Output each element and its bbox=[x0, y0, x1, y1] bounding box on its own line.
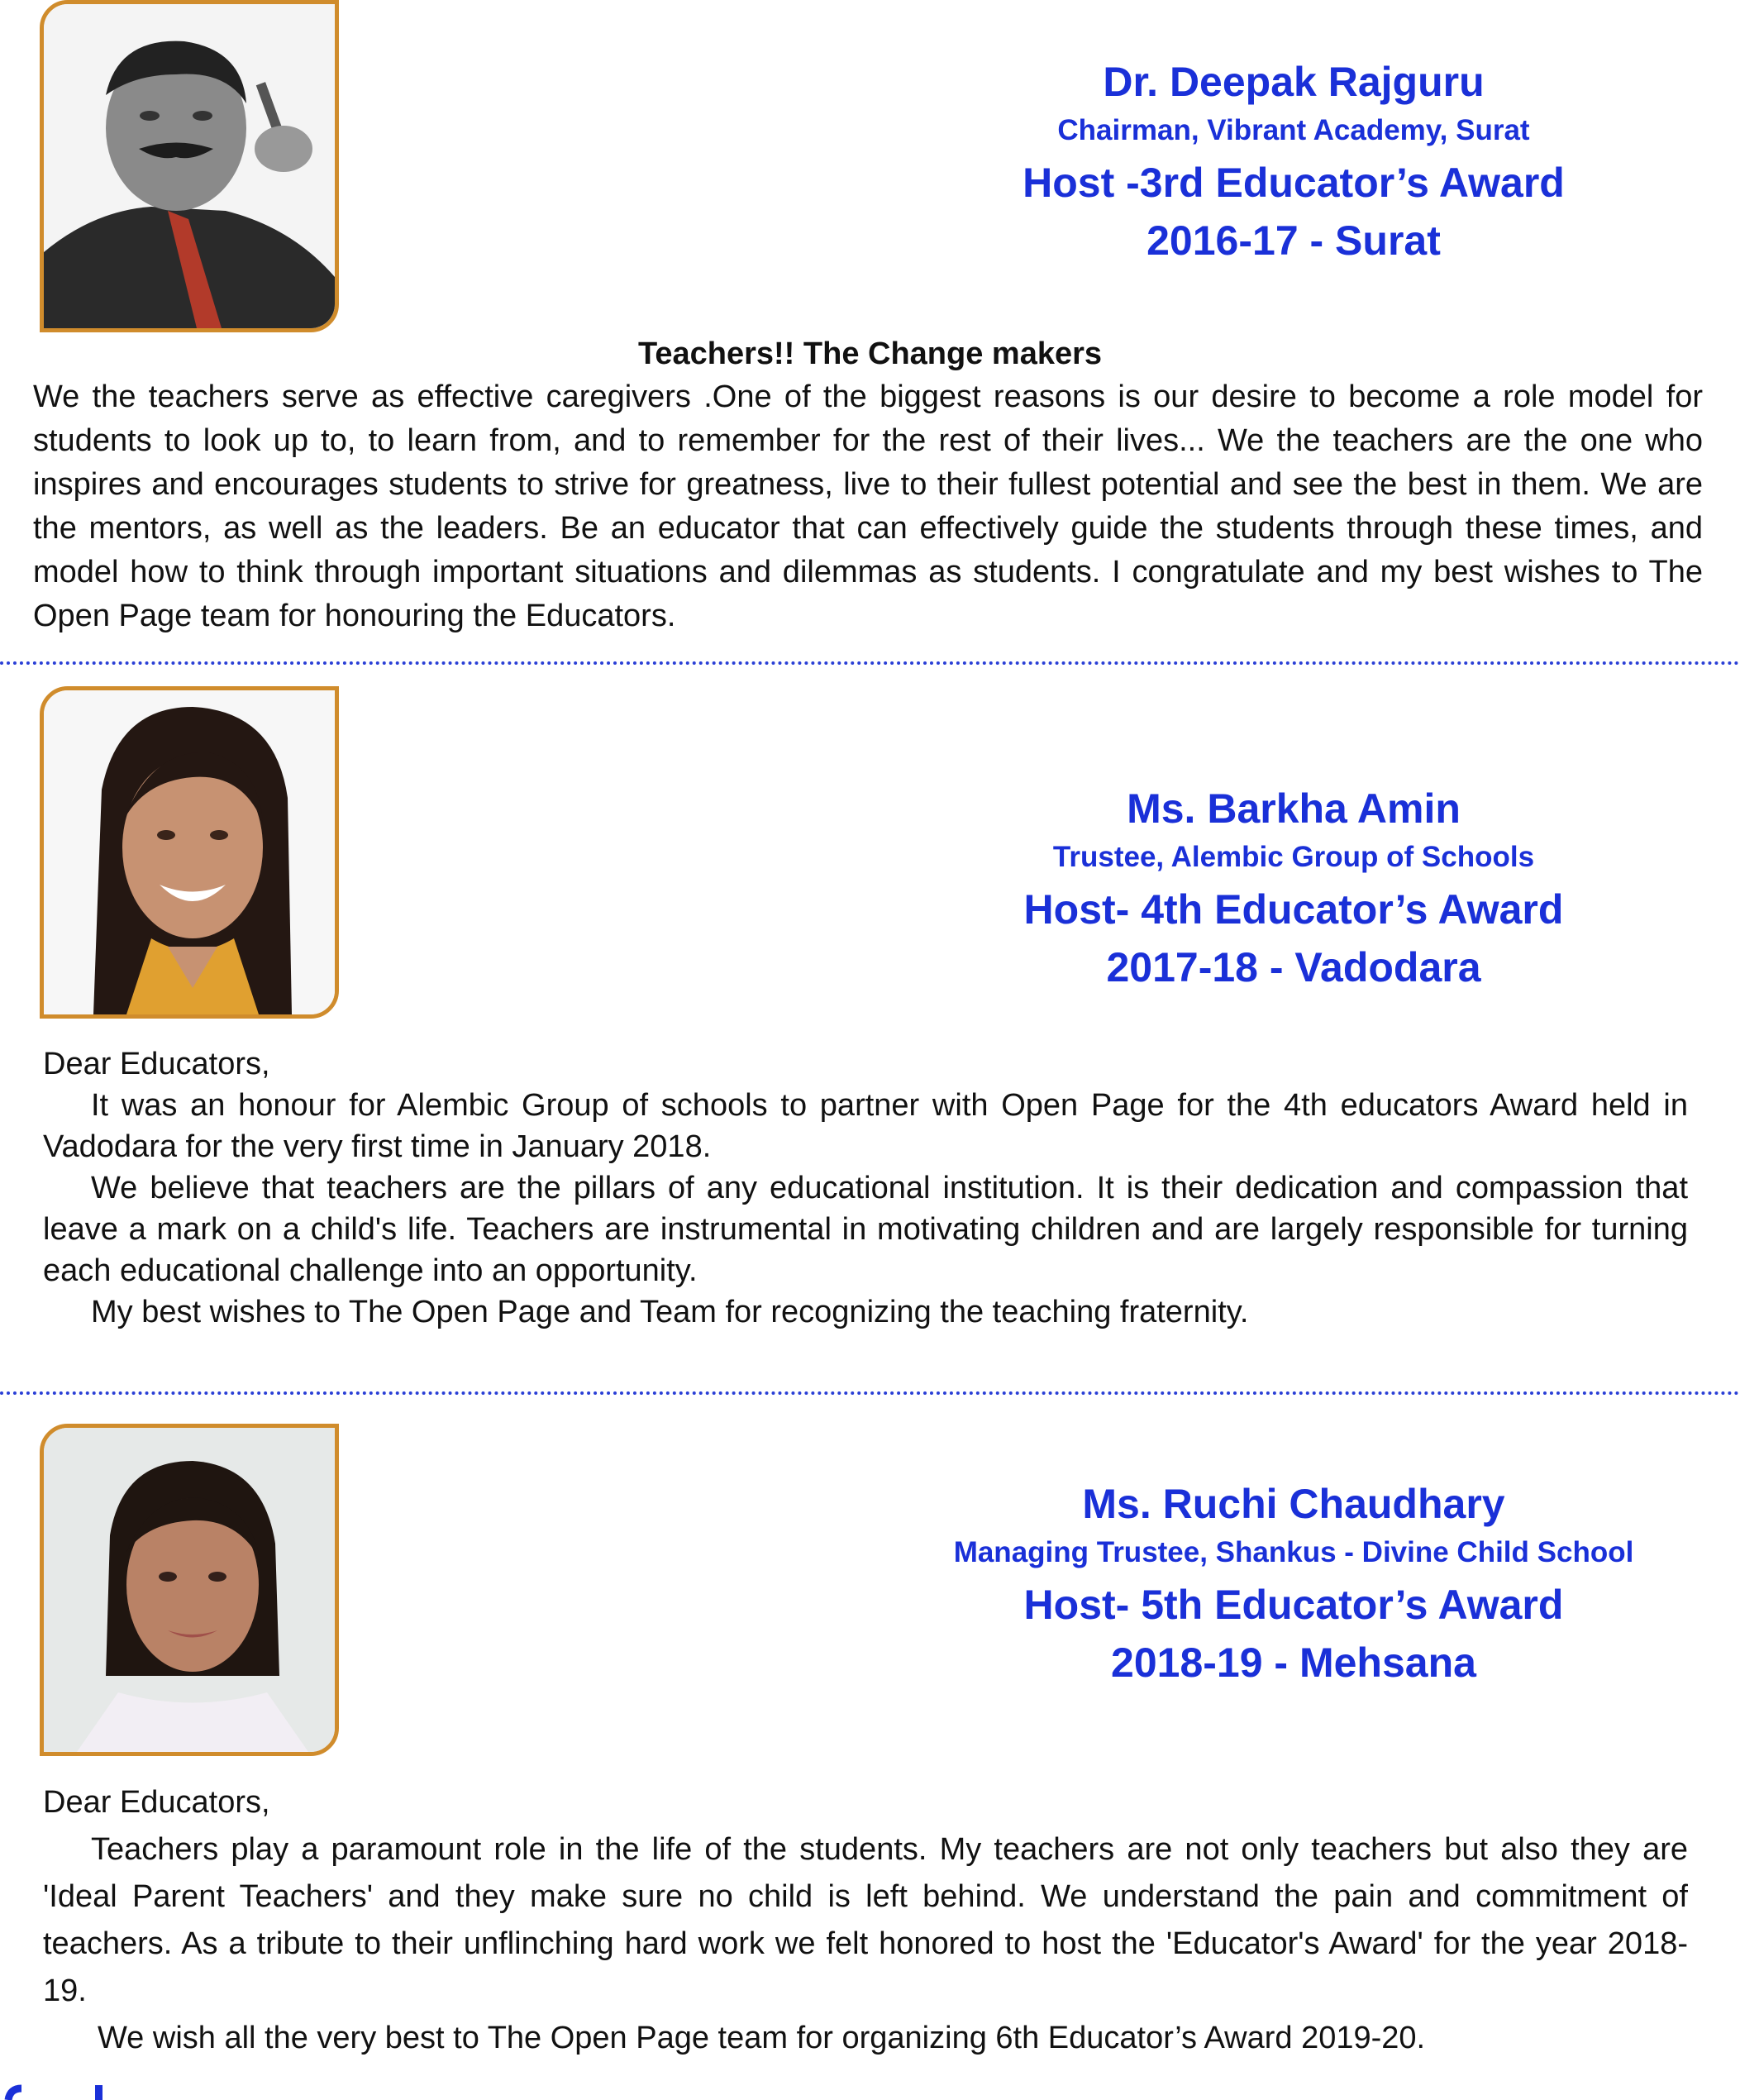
event-year: 2017-18 - Vadodara bbox=[1106, 944, 1481, 990]
message-body bbox=[43, 1779, 1688, 2062]
person-role: Chairman, Vibrant Academy, Surat bbox=[1057, 114, 1530, 146]
greeting: Dear Educators, bbox=[43, 1047, 270, 1081]
paragraph: We wish all the very best to The Open Page team for organizing 6th Educator’s Award 2019-20. bbox=[98, 2021, 1426, 2055]
section-divider bbox=[0, 1391, 1740, 1395]
host-title: Host- 5th Educator’s Award bbox=[1023, 1582, 1564, 1628]
paragraph: My best wishes to The Open Page and Team for recognizing the teaching fraternity. bbox=[91, 1295, 1249, 1329]
message-body bbox=[43, 1043, 1688, 1333]
decorative-mark bbox=[0, 2077, 107, 2100]
section-header bbox=[868, 1478, 1719, 1692]
greeting: Dear Educators, bbox=[43, 1785, 270, 1820]
paragraph: It was an honour for Alembic Group of schools to partner with Open Page for the 4th educators Award held in Vadodara for the very first time in January 2018. bbox=[43, 1088, 1688, 1164]
portrait-photo bbox=[40, 686, 339, 1019]
paragraph: Teachers play a paramount role in the life of the students. My teachers are not only teachers but also they are 'Ideal Parent Teachers' and they make sure no child is left behind. We understand the pain and commitment of teachers. As a tribute to their unflinching hard work we felt honored to host the 'Educator's Award' for the year 2018-19. bbox=[43, 1832, 1688, 2008]
host-title: Host -3rd Educator’s Award bbox=[1023, 160, 1565, 206]
section-header bbox=[868, 56, 1719, 270]
person-role: Managing Trustee, Shankus - Divine Child School bbox=[953, 1536, 1634, 1568]
host-title: Host- 4th Educator’s Award bbox=[1023, 886, 1564, 933]
portrait-photo bbox=[40, 0, 339, 332]
person-name: Dr. Deepak Rajguru bbox=[1103, 59, 1485, 105]
event-year: 2018-19 - Mehsana bbox=[1111, 1639, 1476, 1686]
person-name: Ms. Ruchi Chaudhary bbox=[1082, 1481, 1505, 1527]
portrait-photo bbox=[40, 1424, 339, 1756]
paragraph: We the teachers serve as effective caregivers .One of the biggest reasons is our desire to become a role model for students to look up to, to learn from, and to remember for the rest of their lives... We the teachers are the one who inspires and encourages students to strive for greatness, live to their fullest potential and see the best in them. We are the mentors, as well as the leaders. Be an educator that can effectively guide the students through these times, and model how to think through important situations and dilemmas as students. I congratulate and my best wishes to The Open Page team for honouring the Educators. bbox=[33, 379, 1703, 633]
person-name: Ms. Barkha Amin bbox=[1127, 785, 1461, 832]
section-header bbox=[868, 783, 1719, 996]
message-title: Teachers!! The Change makers bbox=[637, 336, 1103, 371]
paragraph: We believe that teachers are the pillars of any educational institution. It is their dedication and compassion that leave a mark on a child's life. Teachers are instrumental in motivating children and are largely responsible for turning each educational challenge into an opportunity. bbox=[43, 1171, 1688, 1288]
section-divider bbox=[0, 661, 1740, 665]
person-role: Trustee, Alembic Group of Schools bbox=[1052, 841, 1535, 873]
event-year: 2016-17 - Surat bbox=[1146, 217, 1441, 264]
message-body bbox=[33, 375, 1703, 638]
